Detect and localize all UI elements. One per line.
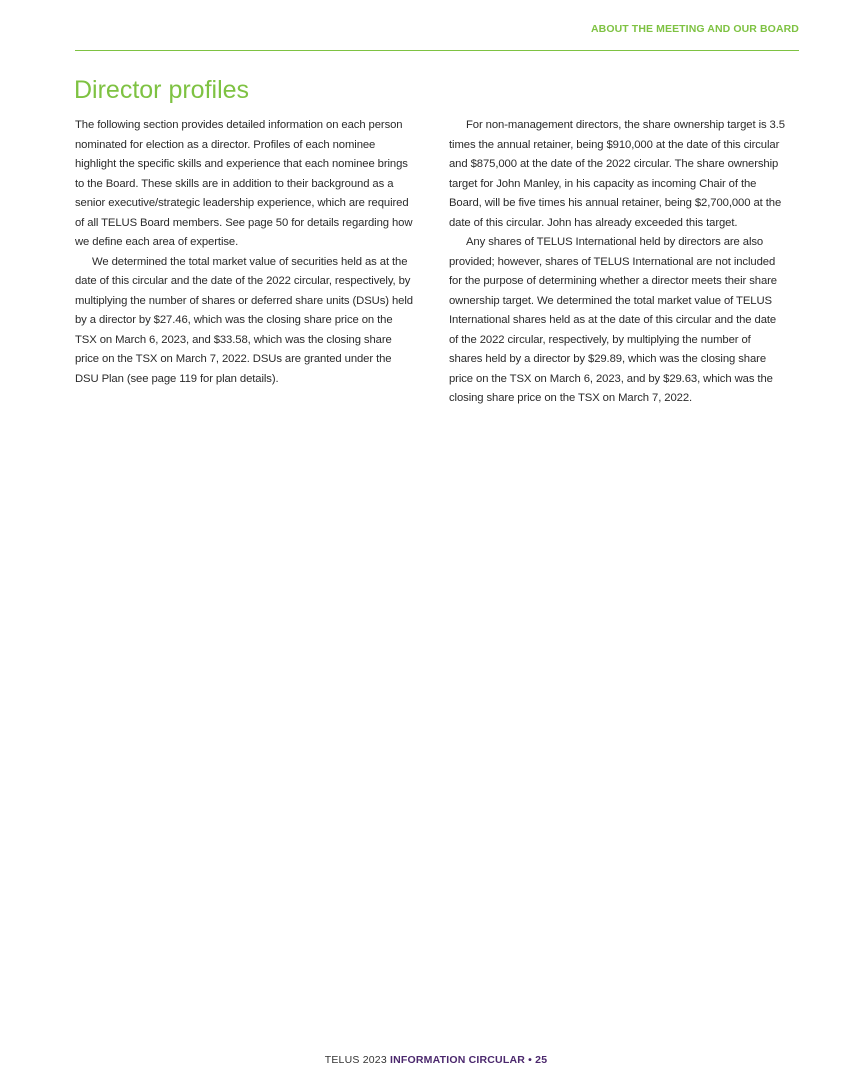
page-footer (0, 1054, 849, 1066)
left-column (75, 116, 413, 389)
right-paragraph-1: For non-management directors, the share ownership target is 3.5 times the annual retainer, being $910,000 at the date of this circular and $875,000 at the date of the 2022 circular. The share ownership target for John Manley, in his capacity as incoming Chair of the Board, will be five times his annual retainer, being $2,700,000 at the date of this circular. John has already exceeded this target. (449, 119, 785, 229)
footer-separator: • (528, 1054, 533, 1066)
right-paragraph-2: Any shares of TELUS International held by directors are also provided; however, shares of TELUS International are not included for the purpose of determining whether a director meets their share ownership target. We determined the total market value of TELUS International shares held as at the date of this circular and the date of the 2022 circular, respectively, by multiplying the number of shares held by a director by $29.89, which was the closing share price on the TSX on March 6, 2023, and by $29.63, which was the closing share price on the TSX on March 7, 2022. (449, 236, 777, 404)
left-paragraph-1: The following section provides detailed information on each person nominated for election as a director. Profiles of each nominee highlight the specific skills and experience that each nominee brings to the Board. These skills are in addition to their background as a senior executive/strategic leadership experience, which are required of all TELUS Board members. See page 50 for details regarding how we define each area of expertise. (75, 119, 413, 248)
left-paragraph-2: We determined the total market value of securities held as at the date of this circular and the date of the 2022 circular, respectively, by multiplying the number of shares or deferred share units (DSUs) held by a director by $27.46, which was the closing share price on the TSX on March 6, 2023, and $33.58, which was the closing share price on the TSX on March 7, 2022. DSUs are granted under the DSU Plan (see page 119 for plan details). (75, 255, 413, 385)
section-header: ABOUT THE MEETING AND OUR BOARD (590, 23, 799, 35)
footer-brand: TELUS 2023 (324, 1054, 387, 1066)
header-divider (75, 50, 799, 51)
footer-document-title: INFORMATION CIRCULAR (389, 1054, 526, 1066)
right-column (449, 116, 787, 409)
footer-page-number: 25 (535, 1054, 548, 1066)
page-title: Director profiles (74, 76, 250, 104)
